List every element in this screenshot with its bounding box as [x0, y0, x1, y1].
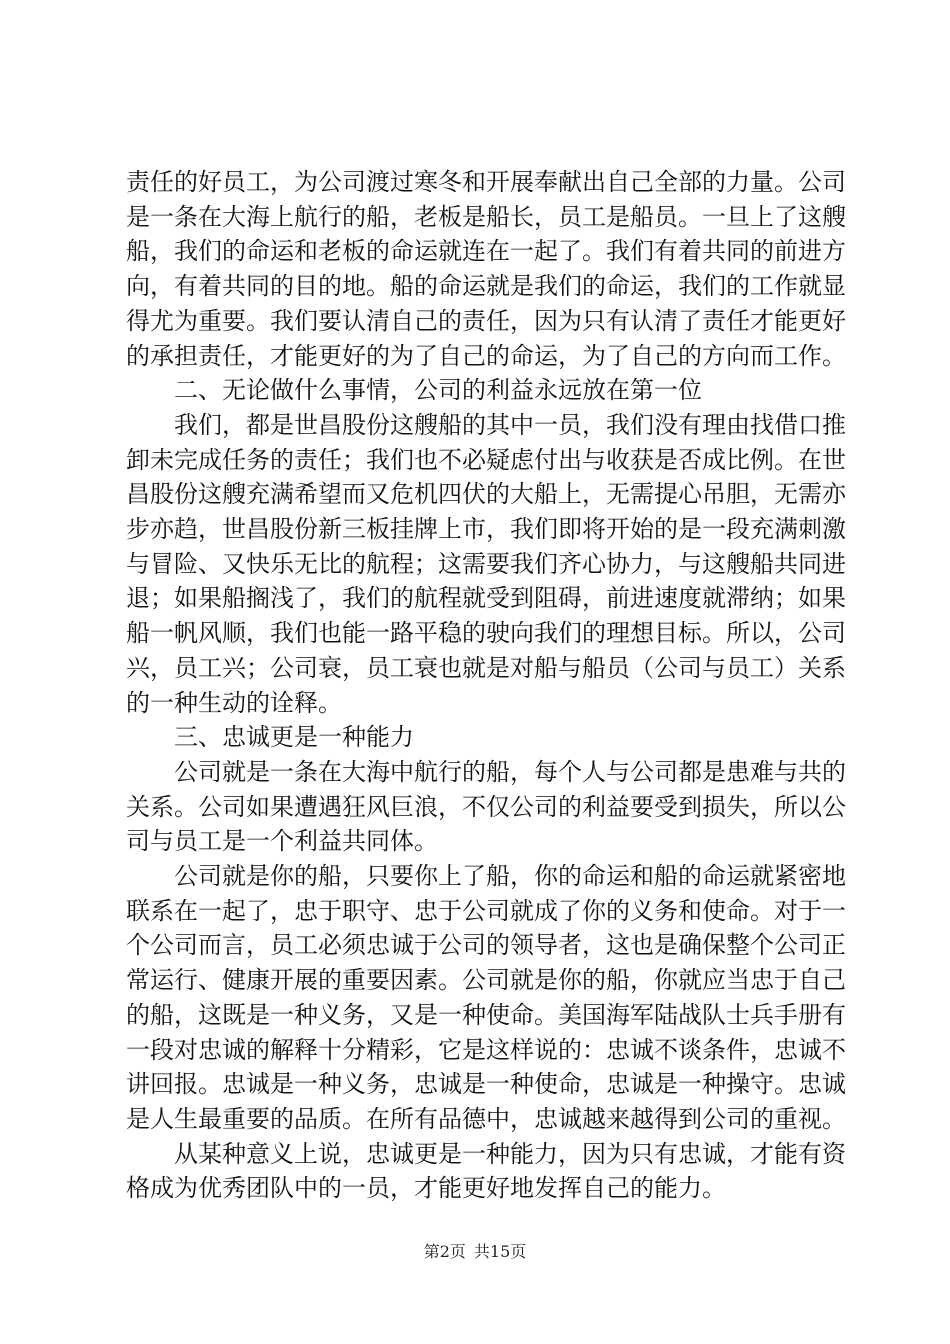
paragraph: 公司就是你的船，只要你上了船，你的命运和船的命运就紧密地联系在一起了，忠于职守、忠于公司就成了你的义务和使命。对于一个公司而言，员工必须忠诚于公司的领导者，这也是确保整个公司正常运行、健康开展的重要因素。公司就是你的船，你就应当忠于自己的船，这既是一种义务，又是一种使命。美国海军陆战队士兵手册有一段对忠诚的解释十分精彩，它是这样说的：忠诚不谈条件，忠诚不讲回报。忠诚是一种义务，忠诚是一种使命，忠诚是一种操守。忠诚是人生最重要的品质。在所有品德中，忠诚越来越得到公司的重视。: [126, 862, 846, 1133]
paragraph: 我们，都是世昌股份这艘船的其中一员，我们没有理由找借口推卸未完成任务的责任；我们也不必疑虑付出与收获是否成比例。在世昌股份这艘充满希望而又危机四伏的大船上，无需提心吊胆，无需亦步亦趋，世昌股份新三板挂牌上市，我们即将开始的是一段充满刺激与冒险、又快乐无比的航程；这需要我们齐心协力，与这艘船共同进退；如果船搁浅了，我们的航程就受到阻碍，前进速度就滞纳；如果船一帆风顺，我们也能一路平稳的驶向我们的理想目标。所以，公司兴，员工兴；公司衰，员工衰也就是对船与船员（公司与员工）关系的一种生动的诠释。: [126, 410, 846, 717]
paragraph-continuation: 责任的好员工，为公司渡过寒冬和开展奉献出自己全部的力量。公司是一条在大海上航行的船，老板是船长，员工是船员。一旦上了这艘船，我们的命运和老板的命运就连在一起了。我们有着共同的前进方向，有着共同的目的地。船的命运就是我们的命运，我们的工作就显得尤为重要。我们要认清自己的责任，因为只有认清了责任才能更好的承担责任，才能更好的为了自己的命运，为了自己的方向而工作。: [126, 168, 846, 370]
page-total: 共15页: [473, 1242, 527, 1261]
paragraph: 从某种意义上说，忠诚更是一种能力，因为只有忠诚，才能有资格成为优秀团队中的一员，才能更好地发挥自己的能力。: [126, 1139, 846, 1203]
page-footer: [0, 1241, 950, 1263]
page-number: 第2页: [423, 1242, 466, 1261]
section-heading-3: 三、忠诚更是一种能力: [174, 723, 414, 752]
section-heading-2: 二、无论做什么事情，公司的利益永远放在第一位: [174, 376, 702, 405]
document-body: [126, 165, 846, 1206]
paragraph: 公司就是一条在大海中航行的船，每个人与公司都是患难与共的关系。公司如果遭遇狂风巨浪，不仅公司的利益要受到损失，所以公司与员工是一个利益共同体。: [126, 757, 846, 856]
